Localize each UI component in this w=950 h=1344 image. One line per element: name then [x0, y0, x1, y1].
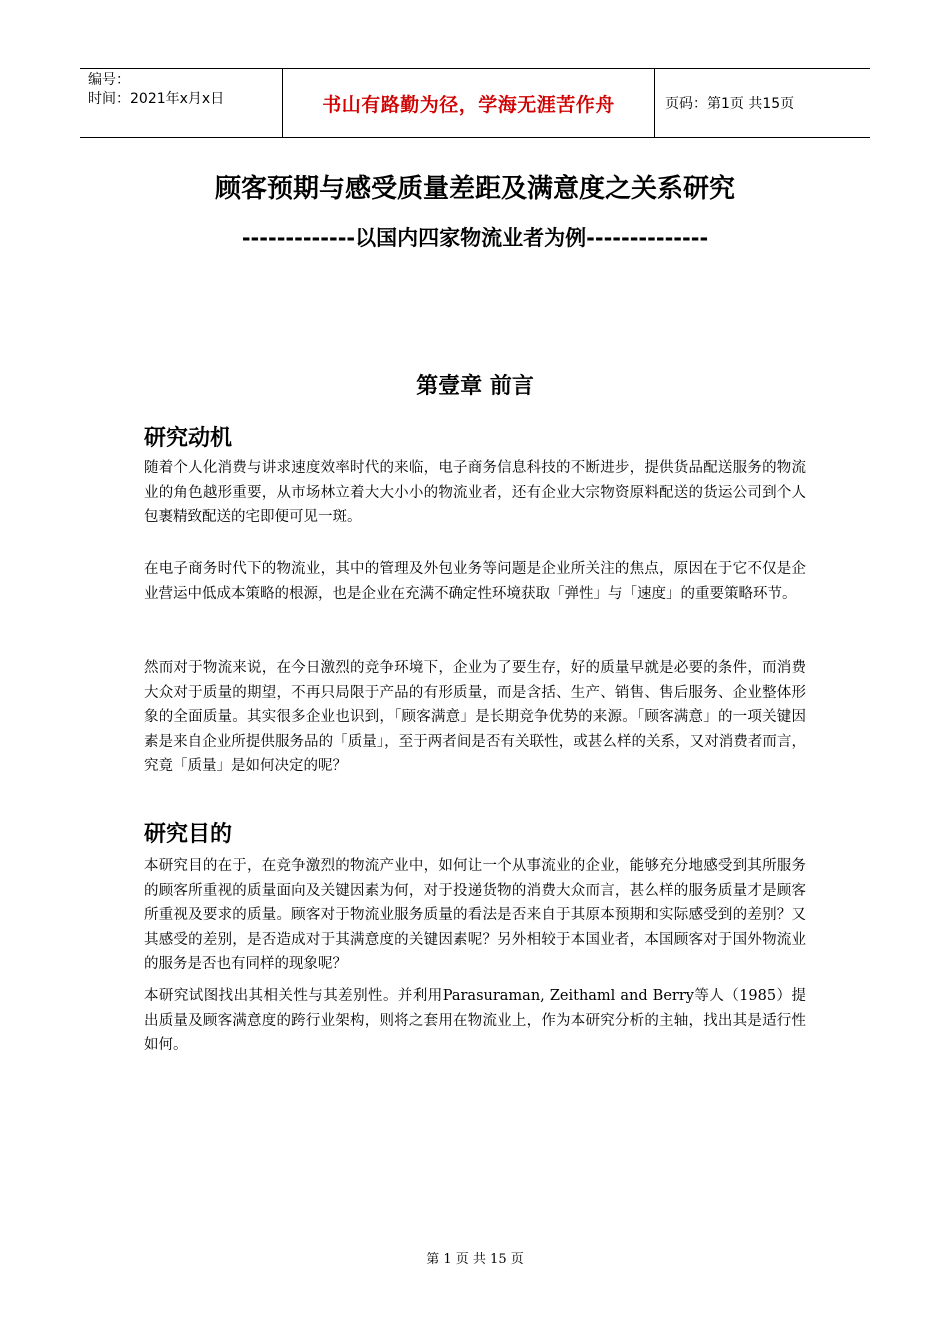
header-meta-cell — [80, 69, 282, 137]
document-title: 顾客预期与感受质量差距及满意度之关系研究 — [214, 174, 735, 204]
header-motto: 书山有路勤为径，学海无涯苦作舟 — [322, 93, 615, 116]
header-motto-cell — [282, 69, 655, 137]
paragraph: 然而对于物流来说，在今日激烈的竞争环境下，企业为了要生存，好的质量早就是必要的条件，而消费大众对于质量的期望，不再只局限于产品的有形质量，而是含括、生产、销售、售后服务、企业整体形象的全面质量。其实很多企业也识到，「顾客满意」是长期竞争优势的来源。「顾客满意」的一项关键因素是来自企业所提供服务品的「质量」，至于两者间是否有关联性，或甚么样的关系，又对消费者而言，究竟「质量」是如何决定的呢？ — [144, 660, 806, 774]
chapter-title: 第壹章 前言 — [416, 373, 534, 399]
header-page-label: 页码：第1页 共15页 — [665, 96, 795, 112]
paragraph: 本研究目的在于，在竞争激烈的物流产业中，如何让一个从事流业的企业，能够充分地感受到其所服务的顾客所重视的质量面向及关键因素为何，对于投递货物的消费大众而言，甚么样的服务质量才是顾客所重视及要求的质量。顾客对于物流业服务质量的看法是否来自于其原本预期和实际感受到的差别？又其感受的差别，是否造成对于其满意度的关键因素呢？另外相较于本国业者，本国顾客对于国外物流业的服务是否也有同样的现象呢？ — [144, 858, 806, 972]
page-header — [80, 68, 870, 138]
paragraph: 在电子商务时代下的物流业，其中的管理及外包业务等问题是企业所关注的焦点，原因在于它不仅是企业营运中低成本策略的根源，也是企业在充满不确定性环境获取「弹性」与「速度」的重要策略环节。 — [144, 561, 806, 602]
page-footer: 第 1 页 共 15 页 — [426, 1252, 524, 1267]
section-heading-motivation: 研究动机 — [144, 426, 233, 451]
document-date-label: 时间：2021年x月x日 — [88, 91, 225, 107]
header-page-cell — [655, 69, 870, 137]
section-heading-purpose: 研究目的 — [144, 822, 233, 847]
paragraph: 随着个人化消费与讲求速度效率时代的来临，电子商务信息科技的不断进步，提供货品配送服务的物流业的角色越形重要，从市场林立着大大小小的物流业者，还有企业大宗物资原料配送的货运公司到个人包裹精致配送的宅即便可见一斑。 — [144, 460, 806, 525]
document-number-label: 编号： — [88, 72, 130, 88]
paragraph: 本研究试图找出其相关性与其差别性。并利用Parasuraman, Zeithaml and Berry等人（1985）提出质量及顾客满意度的跨行业架构，则将之套用在物流业上，作为本研究分析的主轴，找出其是适行性如何。 — [144, 988, 806, 1053]
document-subtitle: -------------以国内四家物流业者为例-------------- — [241, 226, 709, 250]
